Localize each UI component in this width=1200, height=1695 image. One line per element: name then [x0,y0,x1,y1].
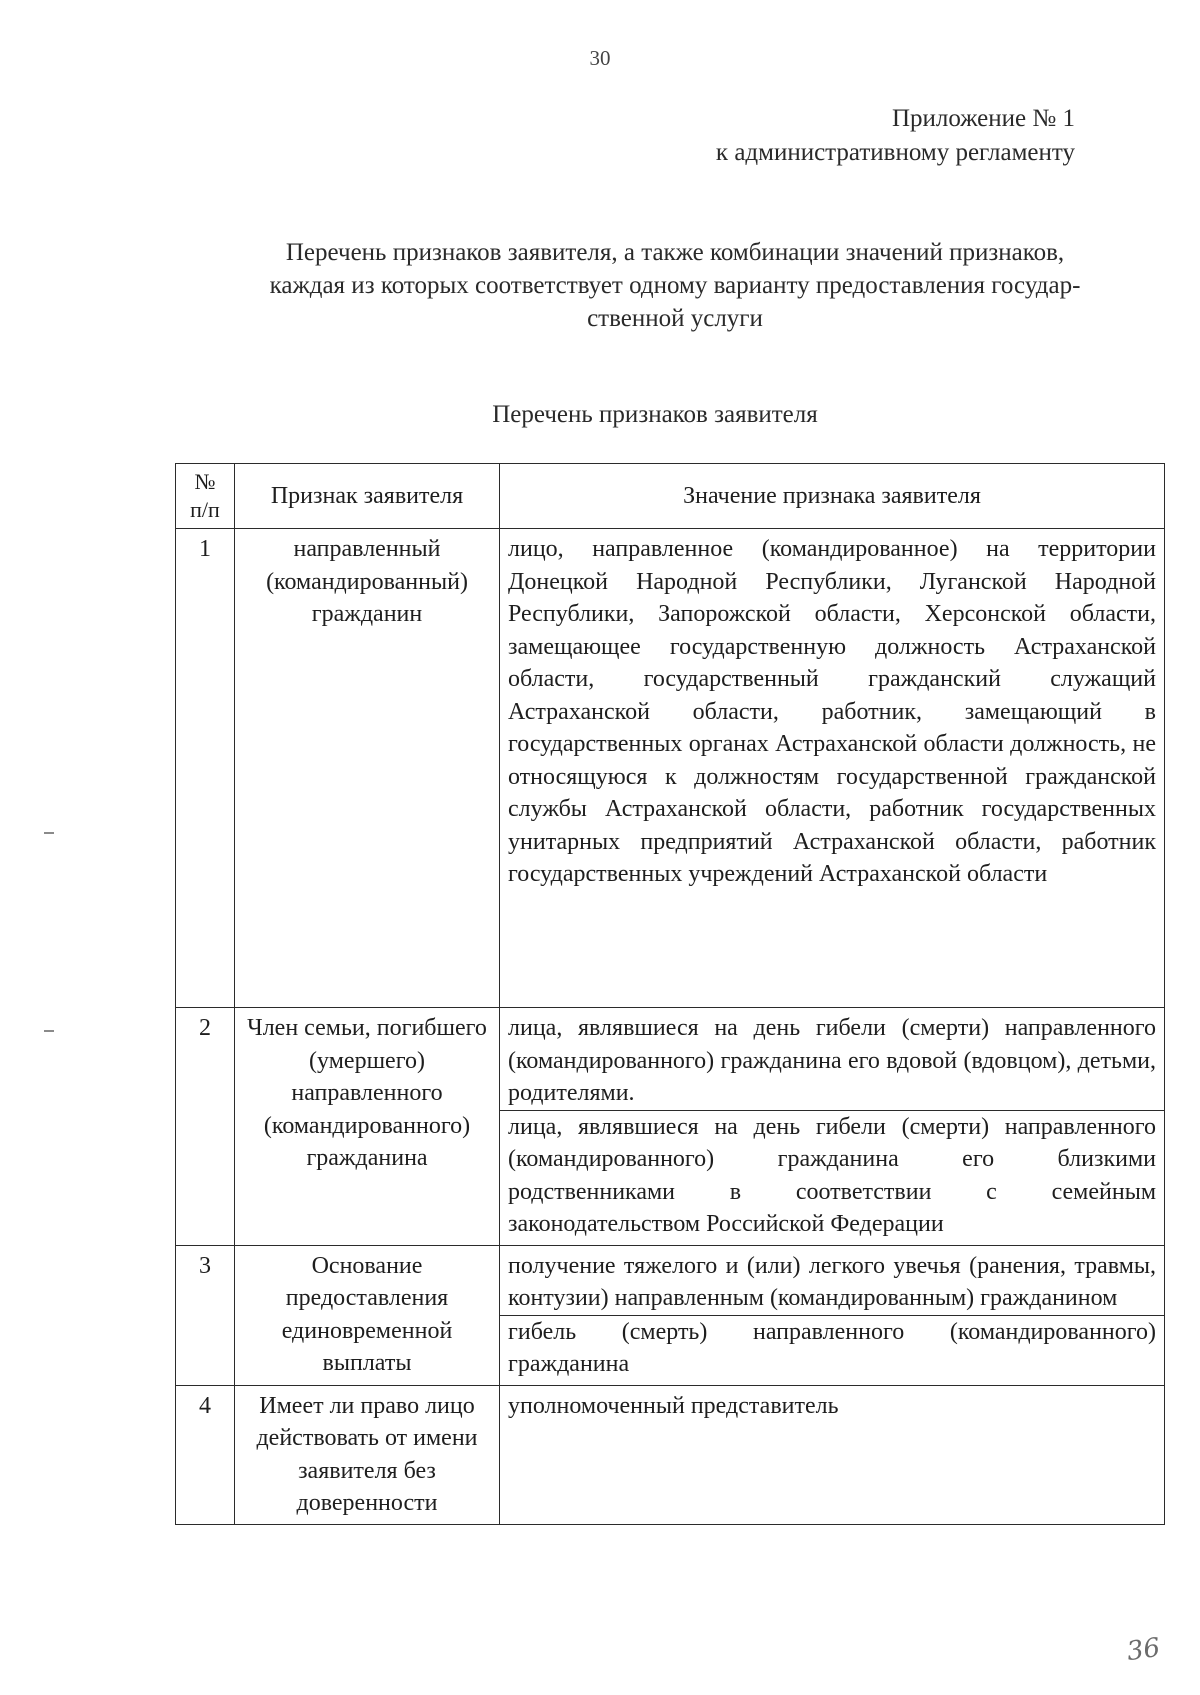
scan-mark [44,1030,54,1032]
appendix-heading [716,102,1075,170]
row-value: уполномоченный представитель [508,1392,839,1419]
section-title: Перечень признаков заявителя [492,401,818,428]
scan-mark [44,832,54,834]
handwritten-page-mark: 36 [1124,1632,1162,1668]
row-value-cell [500,1245,1165,1385]
row-value: получение тяжелого и (или) легкого увечья (ранения, травмы, контузии) направленным (командированным) гражданином [508,1252,1156,1311]
row-number: 4 [176,1385,235,1524]
row-feature: Член семьи, погибшего (умершего) направленного (командированного) гражданина [235,1008,500,1246]
row-value: лицо, направленное (командированное) на территории Донецкой Народной Республики, Луганской Народной Республики, Запорожской области, Херсонской области, замещающее государственную должность Астраханской области, государственный гражданский служащий Астраханской области, работник, замещающий в государственных органах Астраханской области должность, не относящуюся к должностям государственной гражданской службы Астраханской области, работник государственных унитарных предприятий Астраханской области, работник государственных учреждений Астраханской области [508,536,1156,887]
document-title [200,236,1150,335]
row-value-cell [500,1385,1165,1524]
row-number: 1 [176,529,235,1008]
row-value: лица, являвшиеся на день гибели (смерти) направленного (командированного) гражданина его близкими родственниками в соответствии с семейным законодательством Российской Федерации [500,1110,1164,1241]
table-row [176,1245,1165,1385]
table-row [176,1385,1165,1524]
row-value-cell [500,1008,1165,1246]
row-feature: направленный (командированный) гражданин [235,529,500,1008]
header-value: Значение признака заявителя [500,464,1165,529]
appendix-line-2: к административному регламенту [715,139,1075,166]
appendix-line-1: Приложение № 1 [891,105,1075,132]
row-number: 3 [176,1245,235,1385]
document-title-line-1: Перечень признаков заявителя, а также комбинации значений признаков, [285,239,1065,266]
row-value: гибель (смерть) направленного (командированного) гражданина [500,1315,1164,1381]
row-value: лица, являвшиеся на день гибели (смерти) направленного (командированного) гражданина его вдовой (вдовцом), детьми, родителями. [508,1015,1156,1106]
document-title-line-2: каждая из которых соответствует одному варианту предоставления государ- [269,272,1081,299]
row-value-cell [500,529,1165,1008]
row-feature: Основание предоставления единовременной выплаты [235,1245,500,1385]
header-number: № п/п [176,464,235,529]
applicant-features-table [175,463,1165,1525]
row-feature: Имеет ли право лицо действовать от имени заявителя без доверенности [235,1385,500,1524]
table-header-row [176,464,1165,529]
page-number: 30 [589,46,611,70]
document-title-line-3: ственной услуги [587,305,763,332]
row-number: 2 [176,1008,235,1246]
header-feature: Признак заявителя [235,464,500,529]
table-row [176,529,1165,1008]
table-row [176,1008,1165,1246]
